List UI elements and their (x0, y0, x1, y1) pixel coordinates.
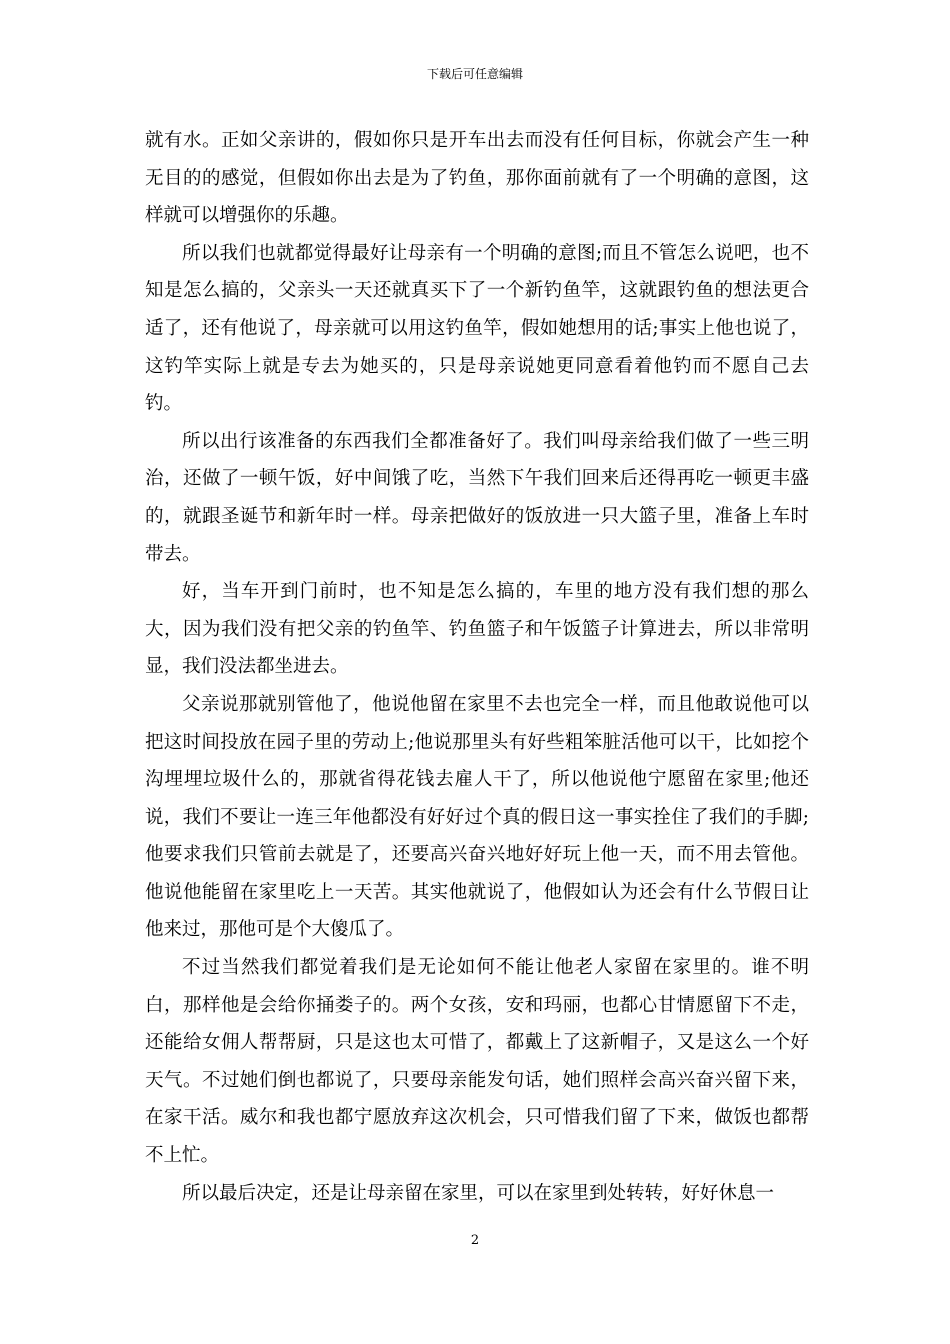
paragraph: 不过当然我们都觉着我们是无论如何不能让他老人家留在家里的。谁不明白，那样他是会给你捅娄子的。两个女孩，安和玛丽，也都心甘情愿留下不走，还能给女佣人帮帮厨，只是这也太可惜了，都戴上了这新帽子，又是这么一个好天气。不过她们倒也都说了，只要母亲能发句话，她们照样会高兴奋兴留下来，在家干活。威尔和我也都宁愿放弃这次机会，只可惜我们留了下来，做饭也都帮不上忙。 (145, 957, 809, 1167)
paragraph: 好，当车开到门前时，也不知是怎么搞的，车里的地方没有我们想的那么大，因为我们没有把父亲的钓鱼竿、钓鱼篮子和午饭篮子计算进去，所以非常明显，我们没法都坐进去。 (145, 581, 809, 678)
page-number: 2 (470, 1233, 480, 1248)
page-header: 下载后可任意编辑 (426, 67, 523, 81)
paragraph: 所以最后决定，还是让母亲留在家里，可以在家里到处转转，好好休息一 (182, 1182, 775, 1204)
document-body (145, 122, 809, 1212)
paragraph: 所以出行该准备的东西我们全都准备好了。我们叫母亲给我们做了一些三明治，还做了一顿午饭，好中间饿了吃，当然下午我们回来后还得再吃一顿更丰盛的，就跟圣诞节和新年时一样。母亲把做好的饭放进一只大篮子里，准备上车时带去。 (145, 430, 809, 565)
paragraph: 所以我们也就都觉得最好让母亲有一个明确的意图;而且不管怎么说吧，也不知是怎么搞的，父亲头一天还就真买下了一个新钓鱼竿，这就跟钓鱼的想法更合适了，还有他说了，母亲就可以用这钓鱼竿，假如她想用的话;事实上他也说了，这钓竿实际上就是专去为她买的，只是母亲说她更同意看着他钓而不愿自己去钓。 (145, 242, 809, 415)
paragraph-continued: 就有水。正如父亲讲的，假如你只是开车出去而没有任何目标，你就会产生一种无目的的感觉，但假如你出去是为了钓鱼，那你面前就有了一个明确的意图，这样就可以增强你的乐趣。 (145, 130, 809, 227)
paragraph: 父亲说那就别管他了，他说他留在家里不去也完全一样，而且他敢说他可以把这时间投放在园子里的劳动上;他说那里头有好些粗笨脏活他可以干，比如挖个沟埋埋垃圾什么的，那就省得花钱去雇人干了，所以他说他宁愿留在家里;他还说，我们不要让一连三年他都没有好好过个真的假日这一事实拴住了我们的手脚;他要求我们只管前去就是了，还要高兴奋兴地好好玩上他一天，而不用去管他。他说他能留在家里吃上一天苦。其实他就说了，他假如认为还会有什么节假日让他来过，那他可是个大傻瓜了。 (145, 693, 809, 941)
